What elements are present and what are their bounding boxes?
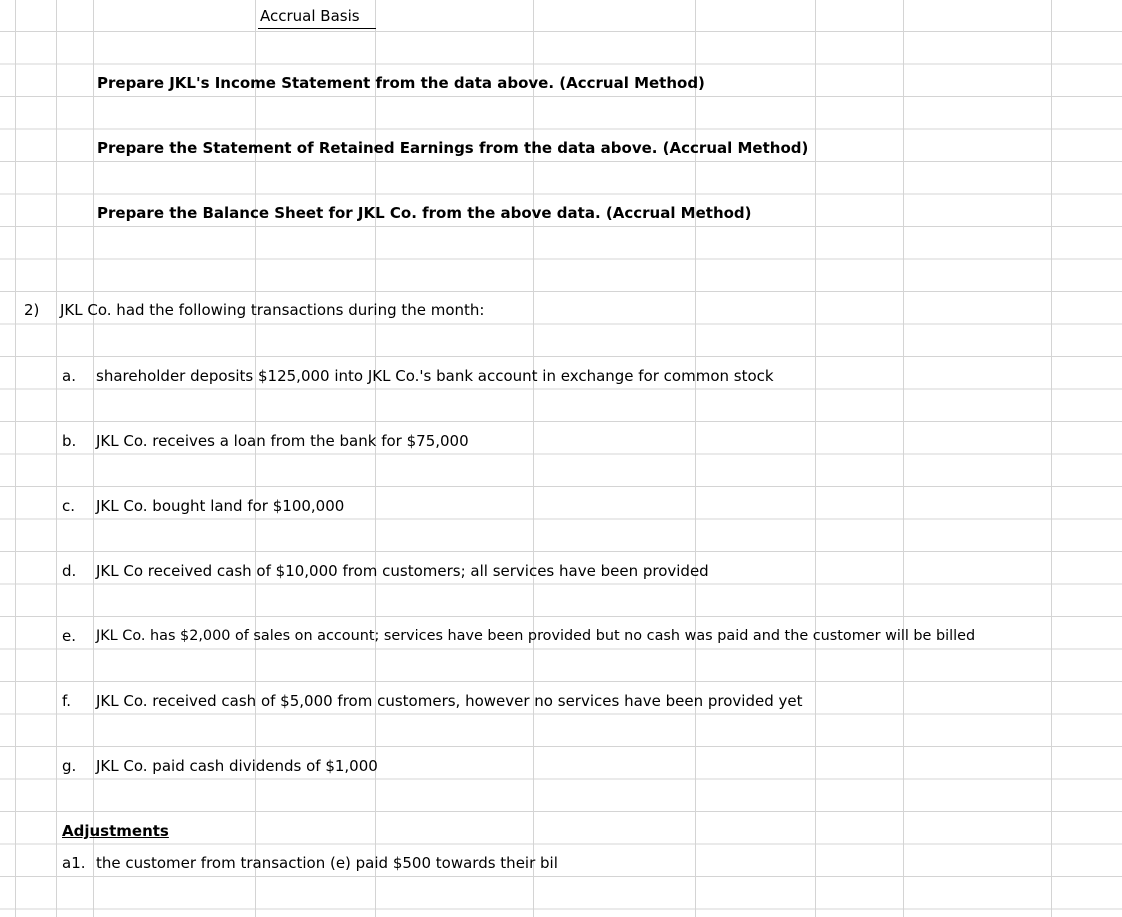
transaction-label: a. (62, 367, 76, 385)
column-divider (56, 0, 57, 917)
column-divider (93, 0, 94, 917)
prompt-balance-sheet: Prepare the Balance Sheet for JKL Co. from the above data. (Accrual Method) (97, 204, 752, 222)
question-text: JKL Co. had the following transactions during the month: (60, 301, 485, 319)
transaction-label: d. (62, 562, 77, 580)
adjustment-text: the customer from transaction (e) paid $500 towards their bil (96, 854, 558, 872)
accrual-basis-heading: Accrual Basis (260, 7, 360, 25)
adjustment-label: a1. (62, 854, 86, 872)
transaction-text: JKL Co. bought land for $100,000 (96, 497, 345, 515)
column-divider (1051, 0, 1052, 917)
column-divider (255, 0, 256, 917)
transaction-label: b. (62, 432, 77, 450)
column-divider (695, 0, 696, 917)
column-divider (903, 0, 904, 917)
transaction-text: JKL Co. paid cash dividends of $1,000 (96, 757, 378, 775)
transaction-label: f. (62, 692, 71, 710)
prompt-retained-earnings: Prepare the Statement of Retained Earnings from the data above. (Accrual Method) (97, 139, 809, 157)
transaction-text: shareholder deposits $125,000 into JKL Co.'s bank account in exchange for common stock (96, 367, 774, 385)
transaction-text: JKL Co. receives a loan from the bank for $75,000 (96, 432, 469, 450)
prompt-income-statement: Prepare JKL's Income Statement from the data above. (Accrual Method) (97, 74, 705, 92)
question-number: 2) (24, 301, 40, 319)
transaction-text: JKL Co. received cash of $5,000 from customers, however no services have been provided yet (96, 692, 803, 710)
transaction-label: g. (62, 757, 77, 775)
column-divider (815, 0, 816, 917)
adjustments-heading: Adjustments (62, 822, 169, 840)
accrual-basis-underline (258, 28, 376, 29)
transaction-text: JKL Co received cash of $10,000 from customers; all services have been provided (96, 562, 709, 580)
transaction-label: c. (62, 497, 76, 515)
column-divider (375, 0, 376, 917)
transaction-text: JKL Co. has $2,000 of sales on account; services have been provided but no cash was paid and the customer will be billed (96, 628, 976, 644)
transaction-label: e. (62, 627, 76, 645)
column-divider (15, 0, 16, 917)
column-divider (533, 0, 534, 917)
